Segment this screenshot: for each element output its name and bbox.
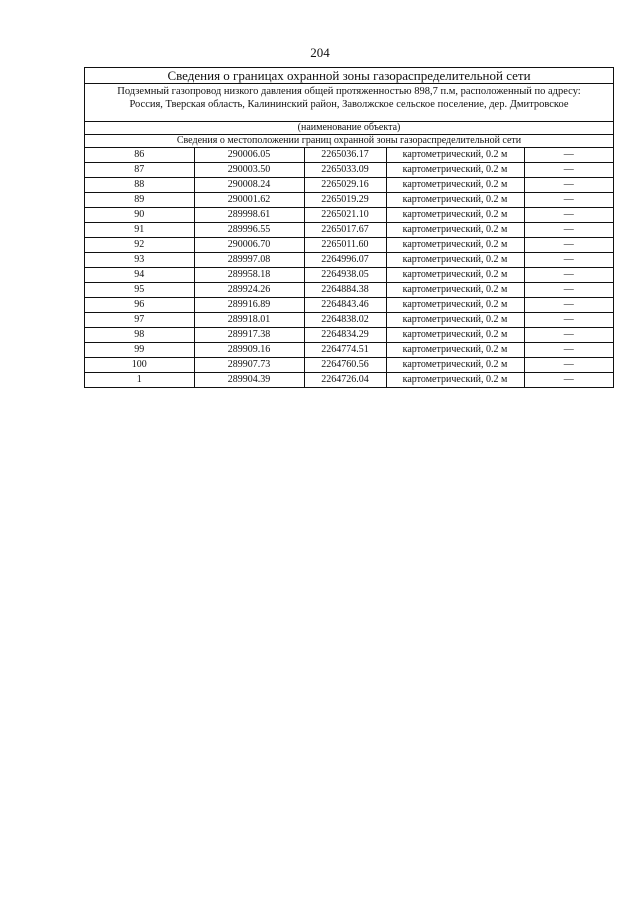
note-cell: — [524, 253, 613, 268]
method-accuracy-cell: картометрический, 0.2 м [386, 253, 524, 268]
method-accuracy-cell: картометрический, 0.2 м [386, 223, 524, 238]
y-coordinate-cell: 2264774.51 [304, 343, 386, 358]
note-cell: — [524, 223, 613, 238]
point-number-cell: 91 [85, 223, 194, 238]
point-number-cell: 88 [85, 178, 194, 193]
y-coordinate-cell: 2264838.02 [304, 313, 386, 328]
method-accuracy-cell: картометрический, 0.2 м [386, 358, 524, 373]
y-coordinate-cell: 2264996.07 [304, 253, 386, 268]
x-coordinate-cell: 289924.26 [194, 283, 304, 298]
method-accuracy-cell: картометрический, 0.2 м [386, 178, 524, 193]
method-accuracy-cell: картометрический, 0.2 м [386, 343, 524, 358]
method-accuracy-cell: картометрический, 0.2 м [386, 163, 524, 178]
point-number-cell: 99 [85, 343, 194, 358]
table-row [85, 358, 613, 373]
coordinates-table-body [85, 148, 613, 387]
y-coordinate-cell: 2265021.10 [304, 208, 386, 223]
description-line: Подземный газопровод низкого давления общей протяженностью 898,7 п.м, расположенный по адресу: [117, 86, 581, 97]
table-row [85, 328, 613, 343]
y-coordinate-cell: 2265019.29 [304, 193, 386, 208]
y-coordinate-cell: 2265017.67 [304, 223, 386, 238]
y-coordinate-cell: 2265036.17 [304, 148, 386, 163]
section-title: Сведения о местоположении границ охранной зоны газораспределительной сети [85, 135, 613, 148]
note-cell: — [524, 178, 613, 193]
table-row [85, 268, 613, 283]
object-caption: (наименование объекта) [85, 122, 613, 135]
x-coordinate-cell: 290008.24 [194, 178, 304, 193]
note-cell: — [524, 313, 613, 328]
method-accuracy-cell: картометрический, 0.2 м [386, 208, 524, 223]
table-row [85, 283, 613, 298]
x-coordinate-cell: 289997.08 [194, 253, 304, 268]
table-row [85, 253, 613, 268]
method-accuracy-cell: картометрический, 0.2 м [386, 373, 524, 388]
boundary-document [84, 67, 614, 388]
table-row [85, 238, 613, 253]
point-number-cell: 98 [85, 328, 194, 343]
table-row [85, 298, 613, 313]
table-row [85, 163, 613, 178]
note-cell: — [524, 343, 613, 358]
point-number-cell: 96 [85, 298, 194, 313]
note-cell: — [524, 283, 613, 298]
x-coordinate-cell: 289958.18 [194, 268, 304, 283]
table-row [85, 178, 613, 193]
x-coordinate-cell: 289918.01 [194, 313, 304, 328]
point-number-cell: 90 [85, 208, 194, 223]
x-coordinate-cell: 289907.73 [194, 358, 304, 373]
page-number: 204 [310, 45, 330, 60]
y-coordinate-cell: 2265033.09 [304, 163, 386, 178]
table-row [85, 343, 613, 358]
document-title: Сведения о границах охранной зоны газораспределительной сети [85, 68, 613, 84]
y-coordinate-cell: 2265029.16 [304, 178, 386, 193]
y-coordinate-cell: 2264834.29 [304, 328, 386, 343]
x-coordinate-cell: 289998.61 [194, 208, 304, 223]
x-coordinate-cell: 289917.38 [194, 328, 304, 343]
x-coordinate-cell: 289996.55 [194, 223, 304, 238]
method-accuracy-cell: картометрический, 0.2 м [386, 328, 524, 343]
y-coordinate-cell: 2264843.46 [304, 298, 386, 313]
point-number-cell: 95 [85, 283, 194, 298]
point-number-cell: 1 [85, 373, 194, 388]
point-number-cell: 94 [85, 268, 194, 283]
table-row [85, 373, 613, 388]
table-row [85, 208, 613, 223]
point-number-cell: 100 [85, 358, 194, 373]
y-coordinate-cell: 2264760.56 [304, 358, 386, 373]
table-row [85, 193, 613, 208]
note-cell: — [524, 148, 613, 163]
method-accuracy-cell: картометрический, 0.2 м [386, 238, 524, 253]
note-cell: — [563, 374, 574, 385]
x-coordinate-cell: 289916.89 [194, 298, 304, 313]
method-accuracy-cell: картометрический, 0.2 м [386, 283, 524, 298]
point-number-cell: 92 [85, 238, 194, 253]
x-coordinate-cell: 290006.05 [194, 148, 304, 163]
method-accuracy-cell: картометрический, 0.2 м [386, 313, 524, 328]
method-accuracy-cell: картометрический, 0.2 м [386, 268, 524, 283]
table-row [85, 148, 613, 163]
note-cell: — [524, 193, 613, 208]
note-cell: — [524, 328, 613, 343]
x-coordinate-cell: 289904.39 [194, 373, 304, 388]
point-number-cell: 87 [85, 163, 194, 178]
y-coordinate-cell: 2264884.38 [304, 283, 386, 298]
method-accuracy-cell: картометрический, 0.2 м [386, 148, 524, 163]
x-coordinate-cell: 290006.70 [194, 238, 304, 253]
y-coordinate-cell: 2264726.04 [304, 373, 386, 388]
y-coordinate-cell: 2265011.60 [304, 238, 386, 253]
point-number-cell: 86 [85, 148, 194, 163]
x-coordinate-cell: 290001.62 [194, 193, 304, 208]
object-description [85, 84, 613, 122]
method-accuracy-cell: картометрический, 0.2 м [386, 193, 524, 208]
coordinates-table [85, 148, 613, 387]
method-accuracy-cell: картометрический, 0.2 м [386, 298, 524, 313]
note-cell: — [524, 268, 613, 283]
description-line: Россия, Тверская область, Калининский район, Заволжское сельское поселение, дер. Дмитровское [129, 99, 569, 110]
note-cell: — [524, 208, 613, 223]
point-number-cell: 89 [85, 193, 194, 208]
note-cell: — [524, 298, 613, 313]
table-row [85, 223, 613, 238]
point-number-cell: 93 [85, 253, 194, 268]
note-cell: — [524, 238, 613, 253]
table-row [85, 313, 613, 328]
point-number-cell: 97 [85, 313, 194, 328]
x-coordinate-cell: 289909.16 [194, 343, 304, 358]
y-coordinate-cell: 2264938.05 [304, 268, 386, 283]
note-cell: — [524, 163, 613, 178]
x-coordinate-cell: 290003.50 [194, 163, 304, 178]
note-cell: — [524, 358, 613, 373]
